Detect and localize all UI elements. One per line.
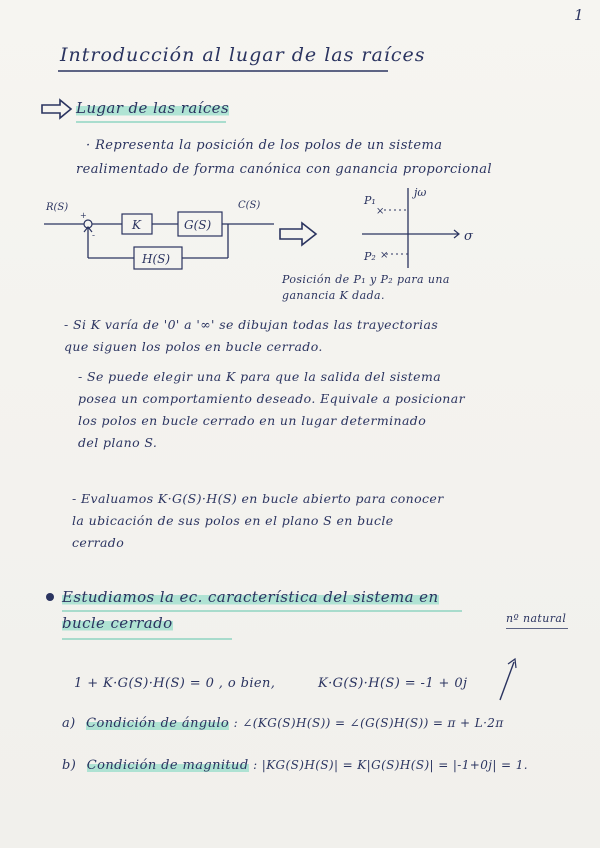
condition-magnitude-name: Condición de magnitud	[86, 758, 249, 773]
title-underline	[58, 70, 388, 72]
section2-heading-line-2: bucle cerrado	[62, 614, 173, 632]
input-label: R(S)	[46, 202, 69, 213]
condition-magnitude	[62, 758, 528, 773]
s-plane-caption-line-2: ganancia K dada.	[282, 289, 385, 302]
bullet-1-line-2: que siguen los polos en bucle cerrado.	[64, 339, 323, 354]
char-equation-right: K·G(S)·H(S) = -1 + 0j	[318, 676, 468, 691]
s-plane-caption-line-1: Posición de P₁ y P₂ para una	[282, 273, 450, 286]
section-heading-lugar: Lugar de las raíces	[76, 99, 230, 117]
block-diagram	[38, 196, 278, 276]
page-number: 1	[574, 6, 584, 24]
forward-block-label: G(S)	[184, 218, 212, 232]
condition-angle-expr: : ∠(KG(S)H(S)) = ∠(G(S)H(S)) = π + L·2π	[233, 716, 504, 730]
section2-heading-line-1: Estudiamos la ec. característica del sistema en	[62, 588, 439, 606]
bullet-1-line-1: - Si K varía de '0' a '∞' se dibujan todas las trayectorias	[64, 317, 439, 332]
condition-angle-label: a)	[62, 716, 76, 731]
sum-minus: -	[92, 231, 96, 241]
condition-magnitude-expr: : |KG(S)H(S)| = K|G(S)H(S)| = |-1+0j| = 1.	[253, 758, 528, 772]
condition-angle-name: Condición de ángulo	[86, 716, 230, 731]
char-equation	[74, 676, 275, 691]
feedback-block-label: H(S)	[142, 252, 171, 266]
pointer-stroke-icon	[496, 654, 522, 704]
pole1-marker: ×	[376, 206, 385, 217]
section2-underline-1	[62, 610, 462, 612]
gain-block-label: K	[132, 218, 141, 232]
char-equation-left: 1 + K·G(S)·H(S) = 0 , o bien,	[74, 676, 276, 691]
heading-highlight-underline	[76, 121, 226, 123]
sum-plus: +	[80, 211, 87, 220]
bullet-3-line-2: la ubicación de sus polos en el plano S en bucle	[72, 513, 394, 528]
side-note: nº natural	[506, 612, 567, 625]
bullet-2-line-1: - Se puede elegir una K para que la salida del sistema	[78, 369, 442, 384]
implies-arrow-icon	[278, 220, 320, 248]
bullet-3-line-3: cerrado	[72, 535, 125, 550]
intro-line-1: · Representa la posición de los polos de un sistema	[86, 138, 443, 153]
bullet-3	[72, 488, 444, 554]
s-plane-caption	[282, 272, 450, 304]
bullet-1	[64, 314, 438, 358]
s-plane-plot	[350, 182, 480, 272]
condition-angle	[62, 716, 504, 731]
pole1-label: P₁	[364, 194, 376, 207]
bullet-3-line-1: - Evaluamos K·G(S)·H(S) en bucle abierto para conocer	[72, 491, 444, 506]
bullet-2	[78, 366, 465, 454]
bullet-dot	[46, 593, 54, 601]
right-arrow-icon	[40, 98, 74, 120]
bullet-2-line-4: del plano S.	[78, 435, 158, 450]
real-axis-label: σ	[464, 229, 473, 244]
pole2-label: P₂	[364, 250, 376, 263]
section2-underline-2	[62, 638, 232, 640]
bullet-2-line-2: posea un comportamiento deseado. Equivale a posicionar	[78, 391, 465, 406]
pole2-marker: ×	[380, 250, 389, 261]
imag-axis-label: jω	[414, 186, 427, 199]
condition-magnitude-label: b)	[62, 758, 77, 773]
bullet-2-line-3: los polos en bucle cerrado en un lugar determinado	[78, 413, 427, 428]
output-label: C(S)	[238, 200, 261, 211]
page-title: Introducción al lugar de las raíces	[60, 44, 426, 66]
intro-line-2: realimentado de forma canónica con ganancia proporcional	[76, 162, 492, 177]
side-note-underline	[506, 628, 568, 629]
